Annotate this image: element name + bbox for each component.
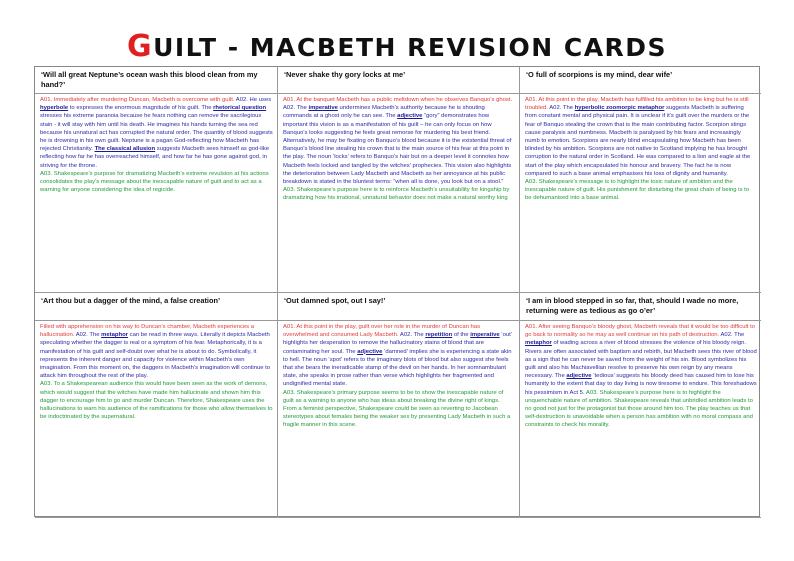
card-4-ao3: A03. To a Shakespearean audience this would have been seen as the work of demons, which would suggest that the witches have made him hallucinate and shown him this dagger to encourage him to go and murder Duncan. Therefore, Shakespeare uses the hallucinations to warn his audience of the ramifications for those who allow themselves to be indoctrinated by the supernatural. [40, 381, 273, 421]
card-4-analysis [35, 321, 278, 518]
card-5-analysis [278, 321, 520, 518]
title-first-letter: G [126, 29, 154, 64]
card-4-keyword-1: metaphor [101, 332, 128, 339]
card-3-ao3: A03. Shakespeare’s message is to highlight the toxic nature of ambition and the inescapable nature of guilt. His punishment for disturbing the great chain of being is to be dehumanised into a base animal. [525, 179, 749, 202]
card-2-ao3: A03. Shakespeare’s purpose here is to reinforce Macbeth’s unsuitability for kingship by dramatizing how his irrational, unnatural behavior does not make a natural worthy king [283, 187, 510, 202]
card-6-ao1: A01. After seeing Banquo’s bloody ghost, Macbeth reveals that it would be too difficult to go back to normality so he may as well continue on his path of destruction. [525, 324, 755, 339]
revision-cards-table [34, 66, 760, 517]
page-title [0, 30, 794, 64]
card-5-ao2-d: ‘damned’ implies she is experiencing a state akin to hell. The noun ‘spot’ refers to the imaginary blots of blood but also suggest she feels that she bears the ineradicable stamp of the devil on her hands. In her somnambulant state, she speaks in prose rather than verse which highlights her fragmented and undignified mental state. [283, 348, 512, 388]
card-1-keyword-2: rhetorical question [213, 105, 267, 112]
card-1-ao2-c: stresses his extreme paranoia because he fears nothing can remove the sacrilegious stain - it will stay with him until his death. He imagines his hands turning the sea red because his unnatural act has corrupted the natural order. The quantity of blood suggests he is drowning in his own guilt. Neptune is a pagan God-reflecting how Macbeth has rejected Christianity. [40, 113, 273, 153]
card-4-quote: ‘Art thou but a dagger of the mind, a false creation’ [35, 293, 278, 321]
card-1-ao2-b: to expresses the enormous magnitude of his guilt. The [68, 105, 214, 112]
title-rest: UILT - MACBETH REVISION CARDS [153, 33, 668, 62]
card-1-ao3: A03. Shakespeare’s purpose for dramatizing Macbeth’s extreme revulsion at his actions consolidates the play’s message about the inescapable nature of guilt and to act as a warning for anyone considering the idea of regicide. [40, 170, 269, 194]
card-2-keyword-2: adjective [397, 113, 423, 120]
card-4-ao1: Filled with apprehension on his way to Duncan’s chamber, Macbeth experiences a hallucination. [40, 324, 255, 339]
card-2-analysis [278, 94, 520, 293]
card-3-analysis [520, 94, 761, 293]
card-6-ao3: A03. Shakespeare’s purpose here is to highlight the unquenchable nature of ambition. Shakespeare reveals that unbridled ambition leads to no good not just for the protagonist but those around him too. The play teaches us that self-destruction is unavoidable when a person has ambition with no moral compass and constraints to check his morality. [525, 389, 753, 429]
card-6-analysis [520, 321, 761, 518]
card-5-ao2-c: ‘out’ highlights her desperation to remove the hallucinatory stains of blood that are contaminating her soul. The [283, 332, 512, 355]
card-2-ao2-a: A02. The [283, 105, 309, 112]
card-5-ao2-a: A02. The [398, 332, 426, 339]
card-3-keyword-1: hyperbolic zoomorpic metaphor [574, 105, 665, 112]
card-5-keyword-1: repetition [425, 332, 453, 339]
card-1-keyword-3: The classical allusion [94, 146, 156, 153]
card-2-keyword-1: imperative [308, 105, 338, 112]
card-5-keyword-2: imperative [470, 332, 500, 339]
card-4-ao2-b: can be read in three ways. Literally it depicts Macbeth speculating whether the dagger is real or a symptom of his fear. Metaphorically, it is a manifestation of his guilt and self-doubt over what he is about to do. Symbolically, it represents the inherent danger and capacity for violence within Macbeth’s own imagination. From this moment on, the daggers in Macbeth’s imagination will continue to attack him throughout the rest of the play. [40, 332, 271, 380]
card-6-ao2-a: A02. The [719, 332, 745, 339]
card-3-ao2-a: A02. The [547, 105, 575, 112]
card-3-ao1: A01. At this point in the play, Macbeth has fulfilled his ambition to be king but he is still troubled. [525, 97, 749, 112]
card-5-ao2-b: of the [452, 332, 471, 339]
card-1-ao1: A01. Immediately after murdering Duncan, Macbeth is overcome with guilt. [40, 97, 235, 103]
card-6-ao2-c: ‘tedious’ suggests his bloody deed has caused him to lose his humanity to the extent that day to day living is now tiresome to endure. This foreshadows his pessimism in Act 5. [525, 373, 757, 396]
card-6-keyword-2: adjective [566, 373, 592, 380]
card-2-ao2-c: “gory” demonstrates how important this vision is as a manifestation of his guilt – he can only focus on how Banquo’s looks suggesting he feels great remorse for murdering his best friend. Alternatively, he may be fixating on Banquo’s blood because it is the existential threat of Banquo’s blood line stealing his crown that is the main source of his fear at this point in the play. The noun ‘locks’ refers to Banquo’s hair but on a deeper level it connotes how Macbeth feels locked and tangled by the witches’ prophecies. This vision also highlights the deterioration between Lady Macbeth and Macbeth as her annoyance at his public breakdown is stated in the bluntest terms: “when all is done, you look but on a stool.” [283, 113, 512, 186]
card-3-quote: ‘O full of scorpions is my mind, dear wife’ [520, 67, 761, 94]
card-5-ao1: A01. At this point in the play, guilt over her role in the murder of Duncan has overwhelmed and consumed Lady Macbeth. [283, 324, 481, 339]
card-1-keyword-1: hyperbole [40, 105, 69, 112]
card-5-ao3: A03. Shakespeare’s primary purpose seems to be to show the inescapable nature of guilt as a warning to anyone who has ideas about breaking the divine right of kings. From a feminist perspective, Shakespeare could be seen as reverting to Jacobean stereotypes about females being the weaker sex by presenting Lady Macbeth in such a fragile manner in this scene. [283, 389, 511, 429]
card-6-ao2-b: of wading across a river of blood stresses the violence of his bloody reign. Rivers are often associated with baptism and rebirth, but Macbeth sees this river of blood as a sign that he can never be saved from the weight of his sin. Blood symbolizes his guilt and also his Machiavellian resolve to preserve his own reign by any means necessary. The [525, 340, 757, 380]
card-5-quote: ‘Out damned spot, out I say!’ [278, 293, 520, 321]
card-4-ao2-a: A02. The [74, 332, 102, 339]
card-2-quote: ‘Never shake thy gory locks at me’ [278, 67, 520, 94]
card-2-ao2-b: undermines Macbeth’s authority because he is shouting commands at a ghost only he can see. The [283, 105, 485, 120]
card-1-ao2-d: suggests Macbeth sees himself as god-like reflecting how far he has overreached himself, and how far he has gone against god, in striving for the throne. [40, 146, 270, 169]
card-3-ao2-b: suggests Macbeth is suffering from constant mental and physical pain. It is unclear if it’s guilt over the murders or the fear of Banquo stealing the crown that is the main contributing factor. Scorpion stings cause paralysis and numbness. Macbeth is paralysed by his fears and increasingly numb to emotion. Scorpions are nearly blind encapsulating how Macbeth has been blinded by his ambition. Scorpions are not native to Scotland implying he has brought corruption to the natural order in Scotland. He was compared to a lion and eagle at the start of the play which encapsulated his honour and bravery. The fact he is now compared to such a base animal emphasises his loss of dignity and humanity. [525, 105, 751, 177]
card-1-quote: ‘Will all great Neptune’s ocean wash this blood clean from my hand?’ [35, 67, 278, 94]
card-2-ao1: A01. At the banquet Macbeth has a public meltdown when he observes Banquo’s ghost. [283, 97, 513, 103]
card-6-quote: ‘I am in blood stepped in so far, that, should I wade no more, returning were as tedious as go o’er’ [520, 293, 761, 321]
card-5-keyword-3: adjective [357, 348, 383, 355]
card-1-analysis [35, 94, 278, 293]
card-1-ao2-a: A02. He uses [234, 97, 272, 103]
card-6-keyword-1: metaphor [525, 340, 552, 347]
